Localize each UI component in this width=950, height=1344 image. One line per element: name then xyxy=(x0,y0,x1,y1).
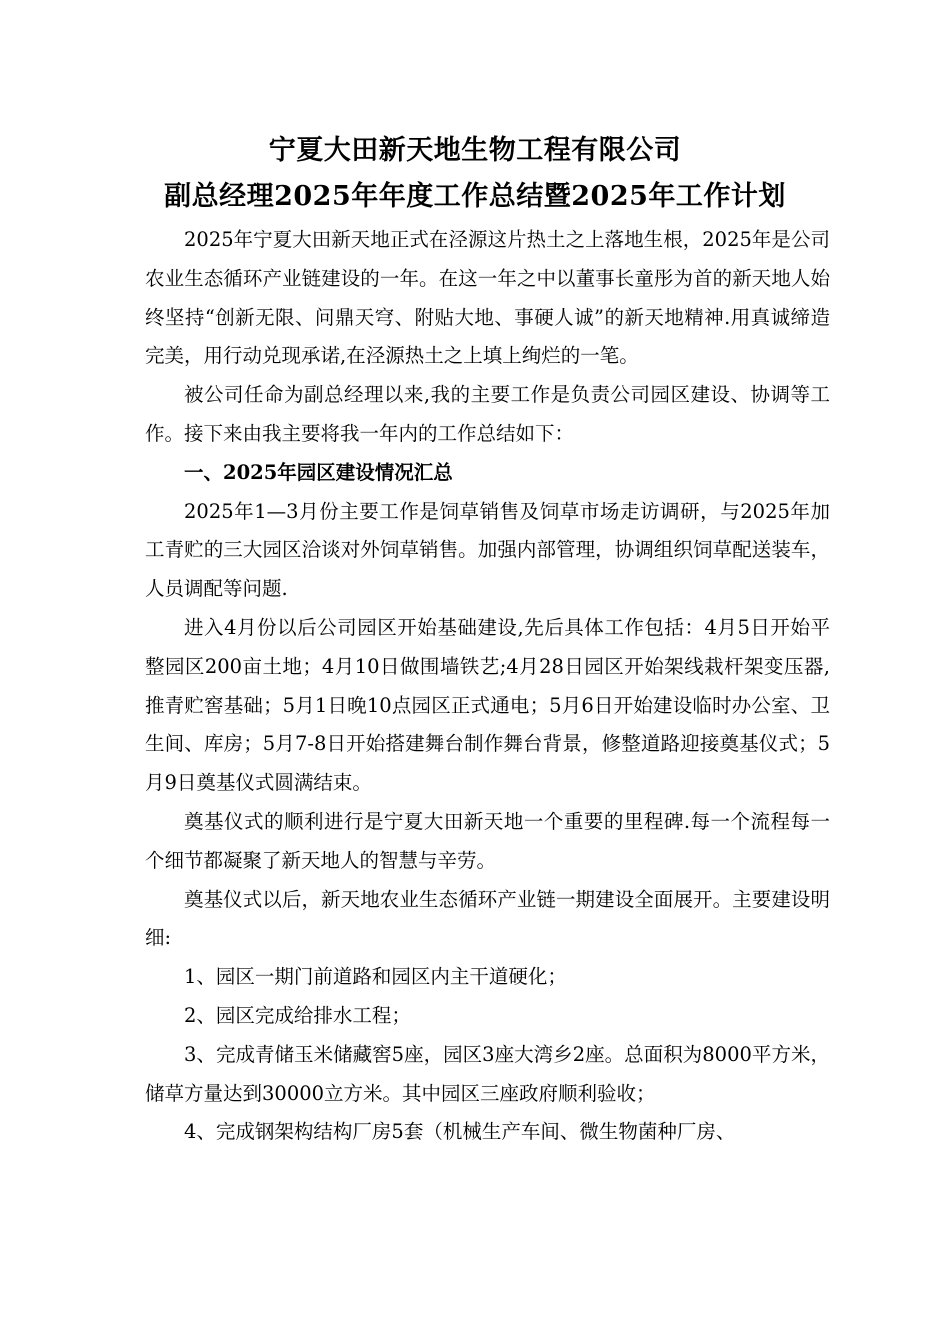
list-item: 2、园区完成给排水工程； xyxy=(184,1003,411,1027)
report-title: 副总经理2025年年度工作总结暨2025年工作计划 xyxy=(164,181,786,212)
construction-details-paragraph: 奠基仪式以后，新天地农业生态循环产业链一期建设全面展开。主要建设明细: xyxy=(145,887,830,950)
q1-work-paragraph: 2025年1—3月份主要工作是饲草销售及饲草市场走访调研，与2025年加工青贮的三大园区洽谈对外饲草销售。加强内部管理，协调组织饲草配送装车，人员调配等问题. xyxy=(145,499,830,601)
milestone-paragraph: 奠基仪式的顺利进行是宁夏大田新天地一个重要的里程碑.每一个流程每一个细节都凝聚了新天地人的智慧与辛劳。 xyxy=(145,809,830,872)
construction-paragraph: 进入4月份以后公司园区开始基础建设,先后具体工作包括：4月5日开始平整园区200亩土地；4月10日做围墙铁艺;4月28日园区开始架线栽杆架变压器,推青贮窖基础；5月1日晚10点园区正式通电；5月6日开始建设临时办公室、卫生间、库房；5月7-8日开始搭建舞台制作舞台背景，修整道路迎接奠基仪式；5月9日奠基仪式圆满结束。 xyxy=(145,615,830,795)
list-item: 4、完成钢架构结构厂房5套（机械生产车间、微生物菌种厂房、 xyxy=(184,1120,736,1144)
intro-paragraph: 2025年宁夏大田新天地正式在泾源这片热土之上落地生根，2025年是公司农业生态循环产业链建设的一年。在这一年之中以董事长童彤为首的新天地人始终坚持“创新无限、问鼎天穹、附贴大地、事硬人诚”的新天地精神.用真诚缔造完美，用行动兑现承诺,在泾源热土之上填上绚烂的一笔。 xyxy=(145,228,830,368)
list-item: 1、园区一期门前道路和园区内主干道硬化； xyxy=(184,965,567,989)
role-paragraph: 被公司任命为副总经理以来,我的主要工作是负责公司园区建设、协调等工作。接下来由我主要将我一年内的工作总结如下： xyxy=(145,383,830,445)
company-title: 宁夏大田新天地生物工程有限公司 xyxy=(268,135,682,166)
list-item: 3、完成青储玉米储藏窖5座，园区3座大湾乡2座。总面积为8000平方米，储草方量达到30000立方米。其中园区三座政府顺利验收； xyxy=(145,1042,830,1105)
document-body xyxy=(145,221,830,1152)
section-heading: 一、2025年园区建设情况汇总 xyxy=(184,460,453,484)
